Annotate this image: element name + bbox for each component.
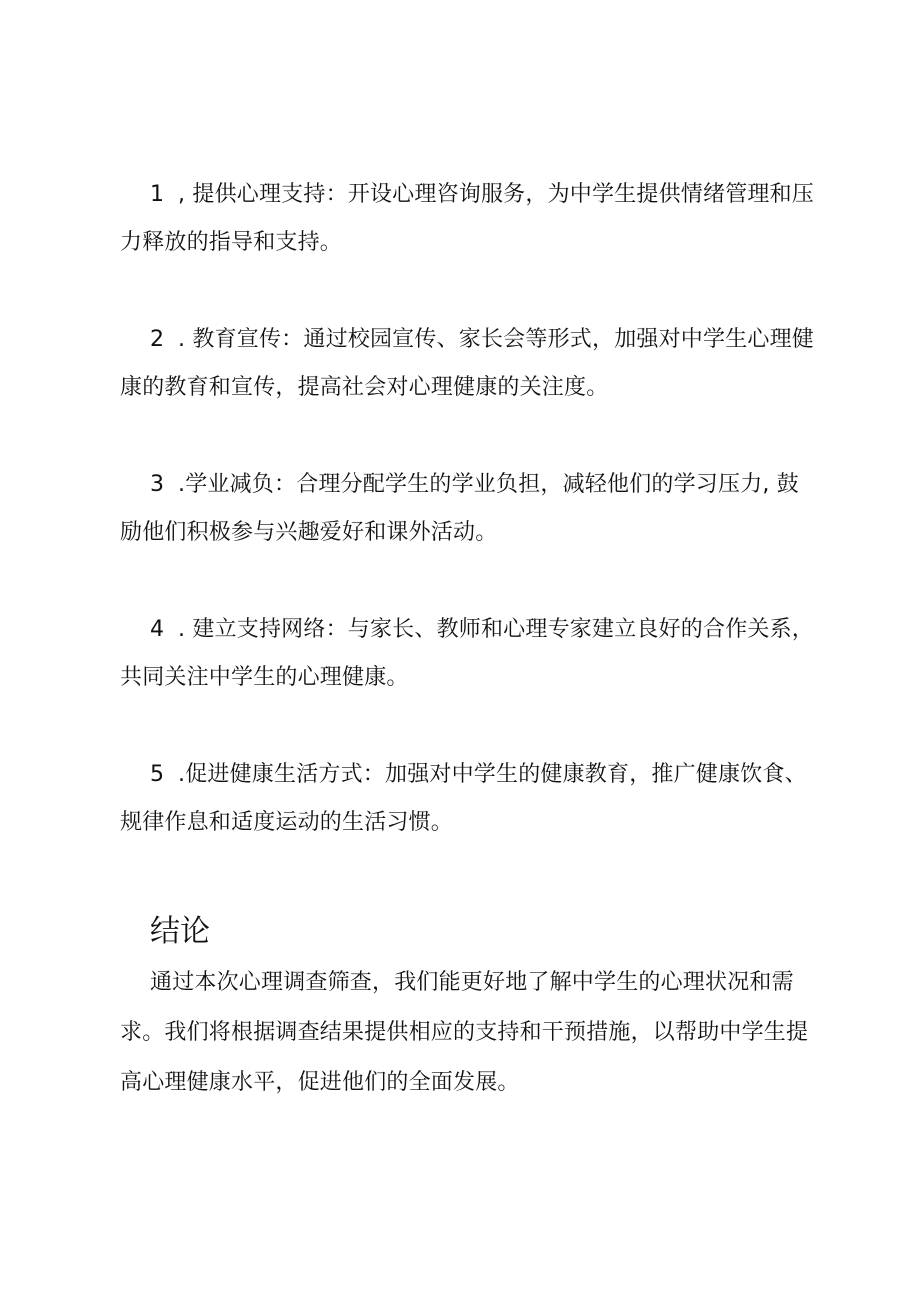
list-item: [120, 751, 820, 847]
list-item-number: 3: [150, 472, 165, 497]
list-item-number: 1: [150, 182, 165, 207]
conclusion-paragraph: 通过本次心理调查筛查，我们能更好地了解中学生的心理状况和需求。我们将根据调查结果提供相应的支持和干预措施，以帮助中学生提高心理健康水平，促进他们的全面发展。: [120, 970, 809, 1095]
list-item-text: .学业减负：合理分配学生的学业负担，减轻他们的学习压力, 鼓励他们积极参与兴趣爱好和课外活动。: [120, 472, 799, 545]
list-item-text: . 教育宣传：通过校园宣传、家长会等形式，加强对中学生心理健康的教育和宣传，提高社会对心理健康的关注度。: [120, 327, 814, 400]
list-item-text: , 提供心理支持：开设心理咨询服务，为中学生提供情绪管理和压力释放的指导和支持。: [120, 182, 814, 255]
list-item: [120, 461, 820, 557]
list-item-text: .促进健康生活方式：加强对中学生的健康教育，推广健康饮食、规律作息和适度运动的生活习惯。: [120, 762, 807, 835]
list-item-number: 5: [150, 762, 165, 787]
list-item: [120, 171, 820, 267]
list-item-text: . 建立支持网络：与家长、教师和心理专家建立良好的合作关系，共同关注中学生的心理健康。: [120, 617, 814, 690]
list-item: [120, 316, 820, 412]
list-item-number: 2: [150, 327, 165, 352]
list-item-number: 4: [150, 617, 165, 642]
conclusion-heading: 结论: [150, 914, 210, 949]
list-item: [120, 606, 820, 702]
